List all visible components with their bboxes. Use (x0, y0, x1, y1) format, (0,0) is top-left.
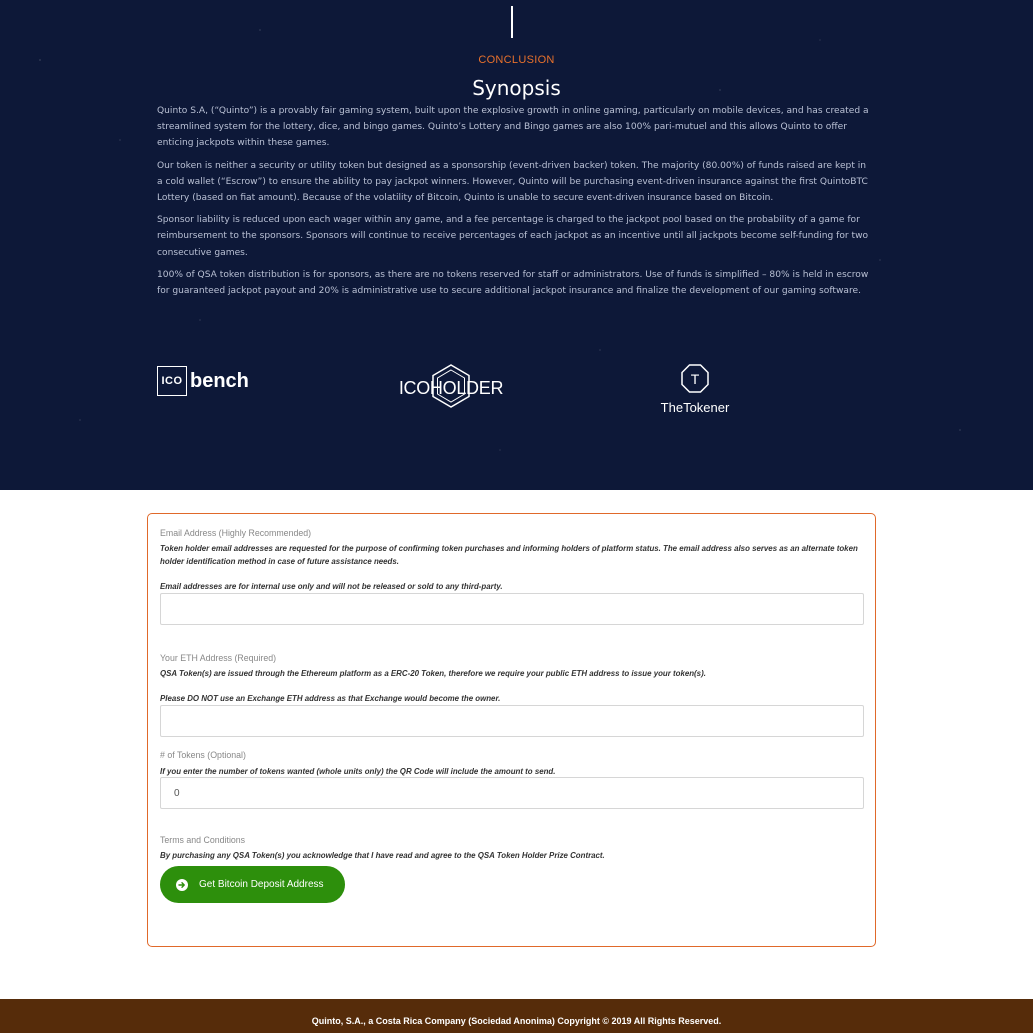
token-count-note: If you enter the number of tokens wanted (whole units only) the QR Code will include the amount to send. (160, 767, 556, 776)
icoholder-logo[interactable] (398, 364, 504, 408)
eth-address-field[interactable] (160, 705, 864, 737)
submit-button-label: Get Bitcoin Deposit Address (199, 879, 324, 890)
token-purchase-form (147, 513, 876, 947)
icobench-word: bench (190, 369, 249, 392)
email-privacy-note: Email addresses are for internal use only and will not be released or sold to any third-party. (160, 582, 503, 591)
tokener-letter: T (690, 371, 700, 387)
section-divider (511, 6, 513, 38)
footer (0, 999, 1033, 1033)
synopsis-paragraph: Our token is neither a security or utility token but designed as a sponsorship (event-driven backer) token. The majority (80.00%) of funds raised are kept in a cold wallet (“Escrow”) to ensure the ability to pay jackpot winners. However, Quinto will be purchasing event-driven insurance against the first QuintoBTC Lottery (based on fiat amount). Because of the volatility of Bitcoin, Quinto is unable to secure event-driven insurance based on Bitcoin. (157, 160, 868, 204)
copyright-text: Quinto, S.A., a Costa Rica Company (Sociedad Anonima) Copyright © 2019 All Rights Reserved. (311, 1016, 722, 1026)
email-field[interactable] (160, 593, 864, 625)
partner-logos (0, 360, 1033, 420)
thetokener-logo[interactable] (650, 364, 740, 420)
synopsis-paragraph: Quinto S.A, (“Quinto”) is a provably fair gaming system, built upon the explosive growth in online gaming, particularly on mobile devices, and has created a streamlined system for the lottery, dice, and bingo games. Quinto’s Lottery and Bingo games are also 100% pari-mutuel and this allows Quinto to offer enticing jackpots within these games. (157, 106, 869, 149)
octagon-t-icon (681, 364, 709, 394)
email-note: Token holder email addresses are requested for the purpose of confirming token purchases and informing holders of platform status. The email address also serves as an alternate token holder identification method in case of future assistance needs. (160, 544, 858, 566)
icobench-box: ICO (157, 366, 187, 396)
eth-address-note: QSA Token(s) are issued through the Ethereum platform as a ERC-20 Token, therefore we require your public ETH address to issue your token(s). (160, 669, 706, 678)
section-eyebrow: CONCLUSION (478, 54, 555, 66)
terms-note: By purchasing any QSA Token(s) you acknowledge that I have read and agree to the QSA Token Holder Prize Contract. (160, 851, 605, 860)
get-bitcoin-deposit-address-button[interactable] (160, 866, 345, 903)
terms-label: Terms and Conditions (160, 835, 246, 845)
eth-exchange-warning: Please DO NOT use an Exchange ETH address as that Exchange would become the owner. (160, 694, 501, 703)
synopsis-paragraph: 100% of QSA token distribution is for sponsors, as there are no tokens reserved for staff or administrators. Use of funds is simplified – 80% is held in escrow for guaranteed jackpot payout and 20% is administrative use to secure additional jackpot insurance and finalize the development of our gaming software. (157, 269, 869, 297)
synopsis-section (0, 0, 1033, 490)
token-count-field[interactable] (160, 777, 864, 809)
email-label: Email Address (Highly Recommended) (160, 528, 312, 538)
synopsis-paragraph: Sponsor liability is reduced upon each wager within any game, and a fee percentage is charged to the jackpot pool based on the probability of a game for reimbursement to the sponsors. Sponsors will continue to receive percentages of each jackpot as an incentive until all jackpots become self-funding for two consecutive games. (157, 215, 869, 258)
token-count-label: # of Tokens (Optional) (160, 750, 246, 760)
thetokener-wordmark: TheTokener (660, 400, 730, 415)
section-title: Synopsis (472, 76, 561, 100)
synopsis-text (157, 103, 872, 305)
icobench-logo[interactable] (157, 366, 249, 396)
arrow-right-circle-icon (176, 879, 188, 891)
eth-address-label: Your ETH Address (Required) (160, 653, 277, 663)
icoholder-wordmark: ICOHOLDER (398, 378, 504, 398)
